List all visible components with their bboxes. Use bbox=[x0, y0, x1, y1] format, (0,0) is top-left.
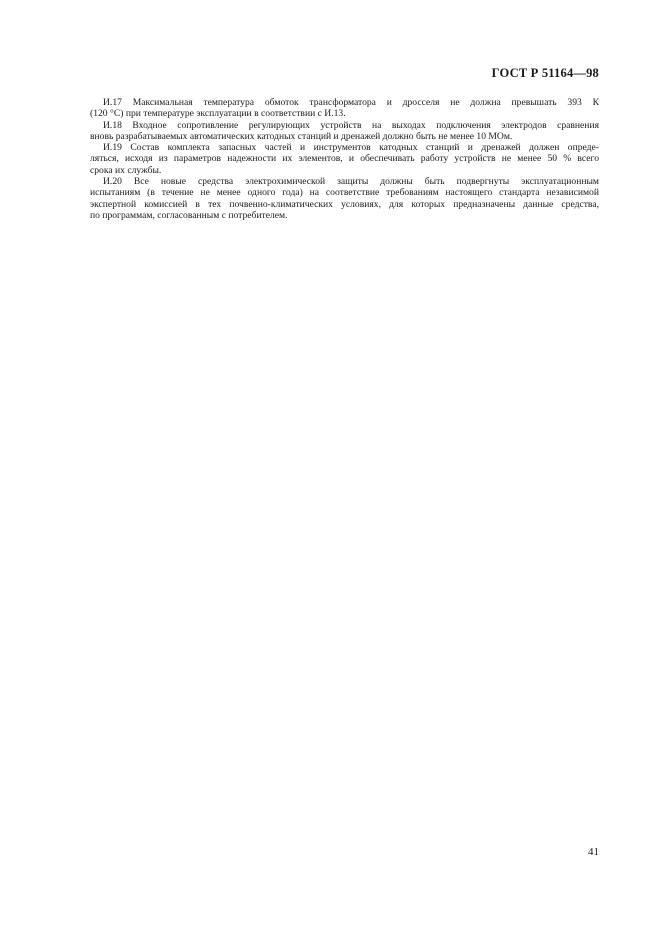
paragraph-line: по программам, согласованным с потребителем. bbox=[90, 209, 288, 221]
paragraph-i18 bbox=[90, 120, 599, 143]
page-number: 41 bbox=[588, 846, 599, 858]
document-body bbox=[90, 97, 599, 221]
paragraph-line: И.19 Состав комплекта запасных частей и инструментов катодных станций и дренажей должен опреде- bbox=[103, 142, 599, 154]
document-header: ГОСТ Р 51164—98 bbox=[491, 66, 599, 80]
paragraph-line: ляться, исходя из параметров надежности их элементов, и обеспечивать работу устройств не менее 50 % всего bbox=[90, 153, 599, 165]
paragraph-i19 bbox=[90, 142, 599, 176]
paragraph-line: И.20 Все новые средства электрохимической защиты должны быть подвергнуты эксплуатационным bbox=[103, 176, 599, 188]
paragraph-i20 bbox=[90, 176, 599, 221]
paragraph-i17 bbox=[90, 97, 599, 120]
paragraph-line: (120 °С) при температуре эксплуатации в соответствии с И.13. bbox=[90, 108, 346, 120]
paragraph-line: вновь разрабатываемых автоматических катодных станций и дренажей должно быть не менее 10 МОм. bbox=[90, 130, 513, 142]
paragraph-line: И.18 Входное сопротивление регулирующих устройств на выходах подключения электродов сравнения bbox=[103, 119, 599, 131]
paragraph-line: И.17 Максимальная температура обмоток трансформатора и дросселя не должна превышать 393 К bbox=[103, 97, 599, 108]
paragraph-line: экспертной комиссией в тех почвенно-климатических условиях, для которых предназначены данные средства, bbox=[90, 198, 599, 210]
paragraph-line: испытаниям (в течение не менее одного года) на соответствие требованиям настоящего стандарта независимой bbox=[90, 187, 599, 199]
paragraph-line: срока их службы. bbox=[90, 164, 162, 176]
